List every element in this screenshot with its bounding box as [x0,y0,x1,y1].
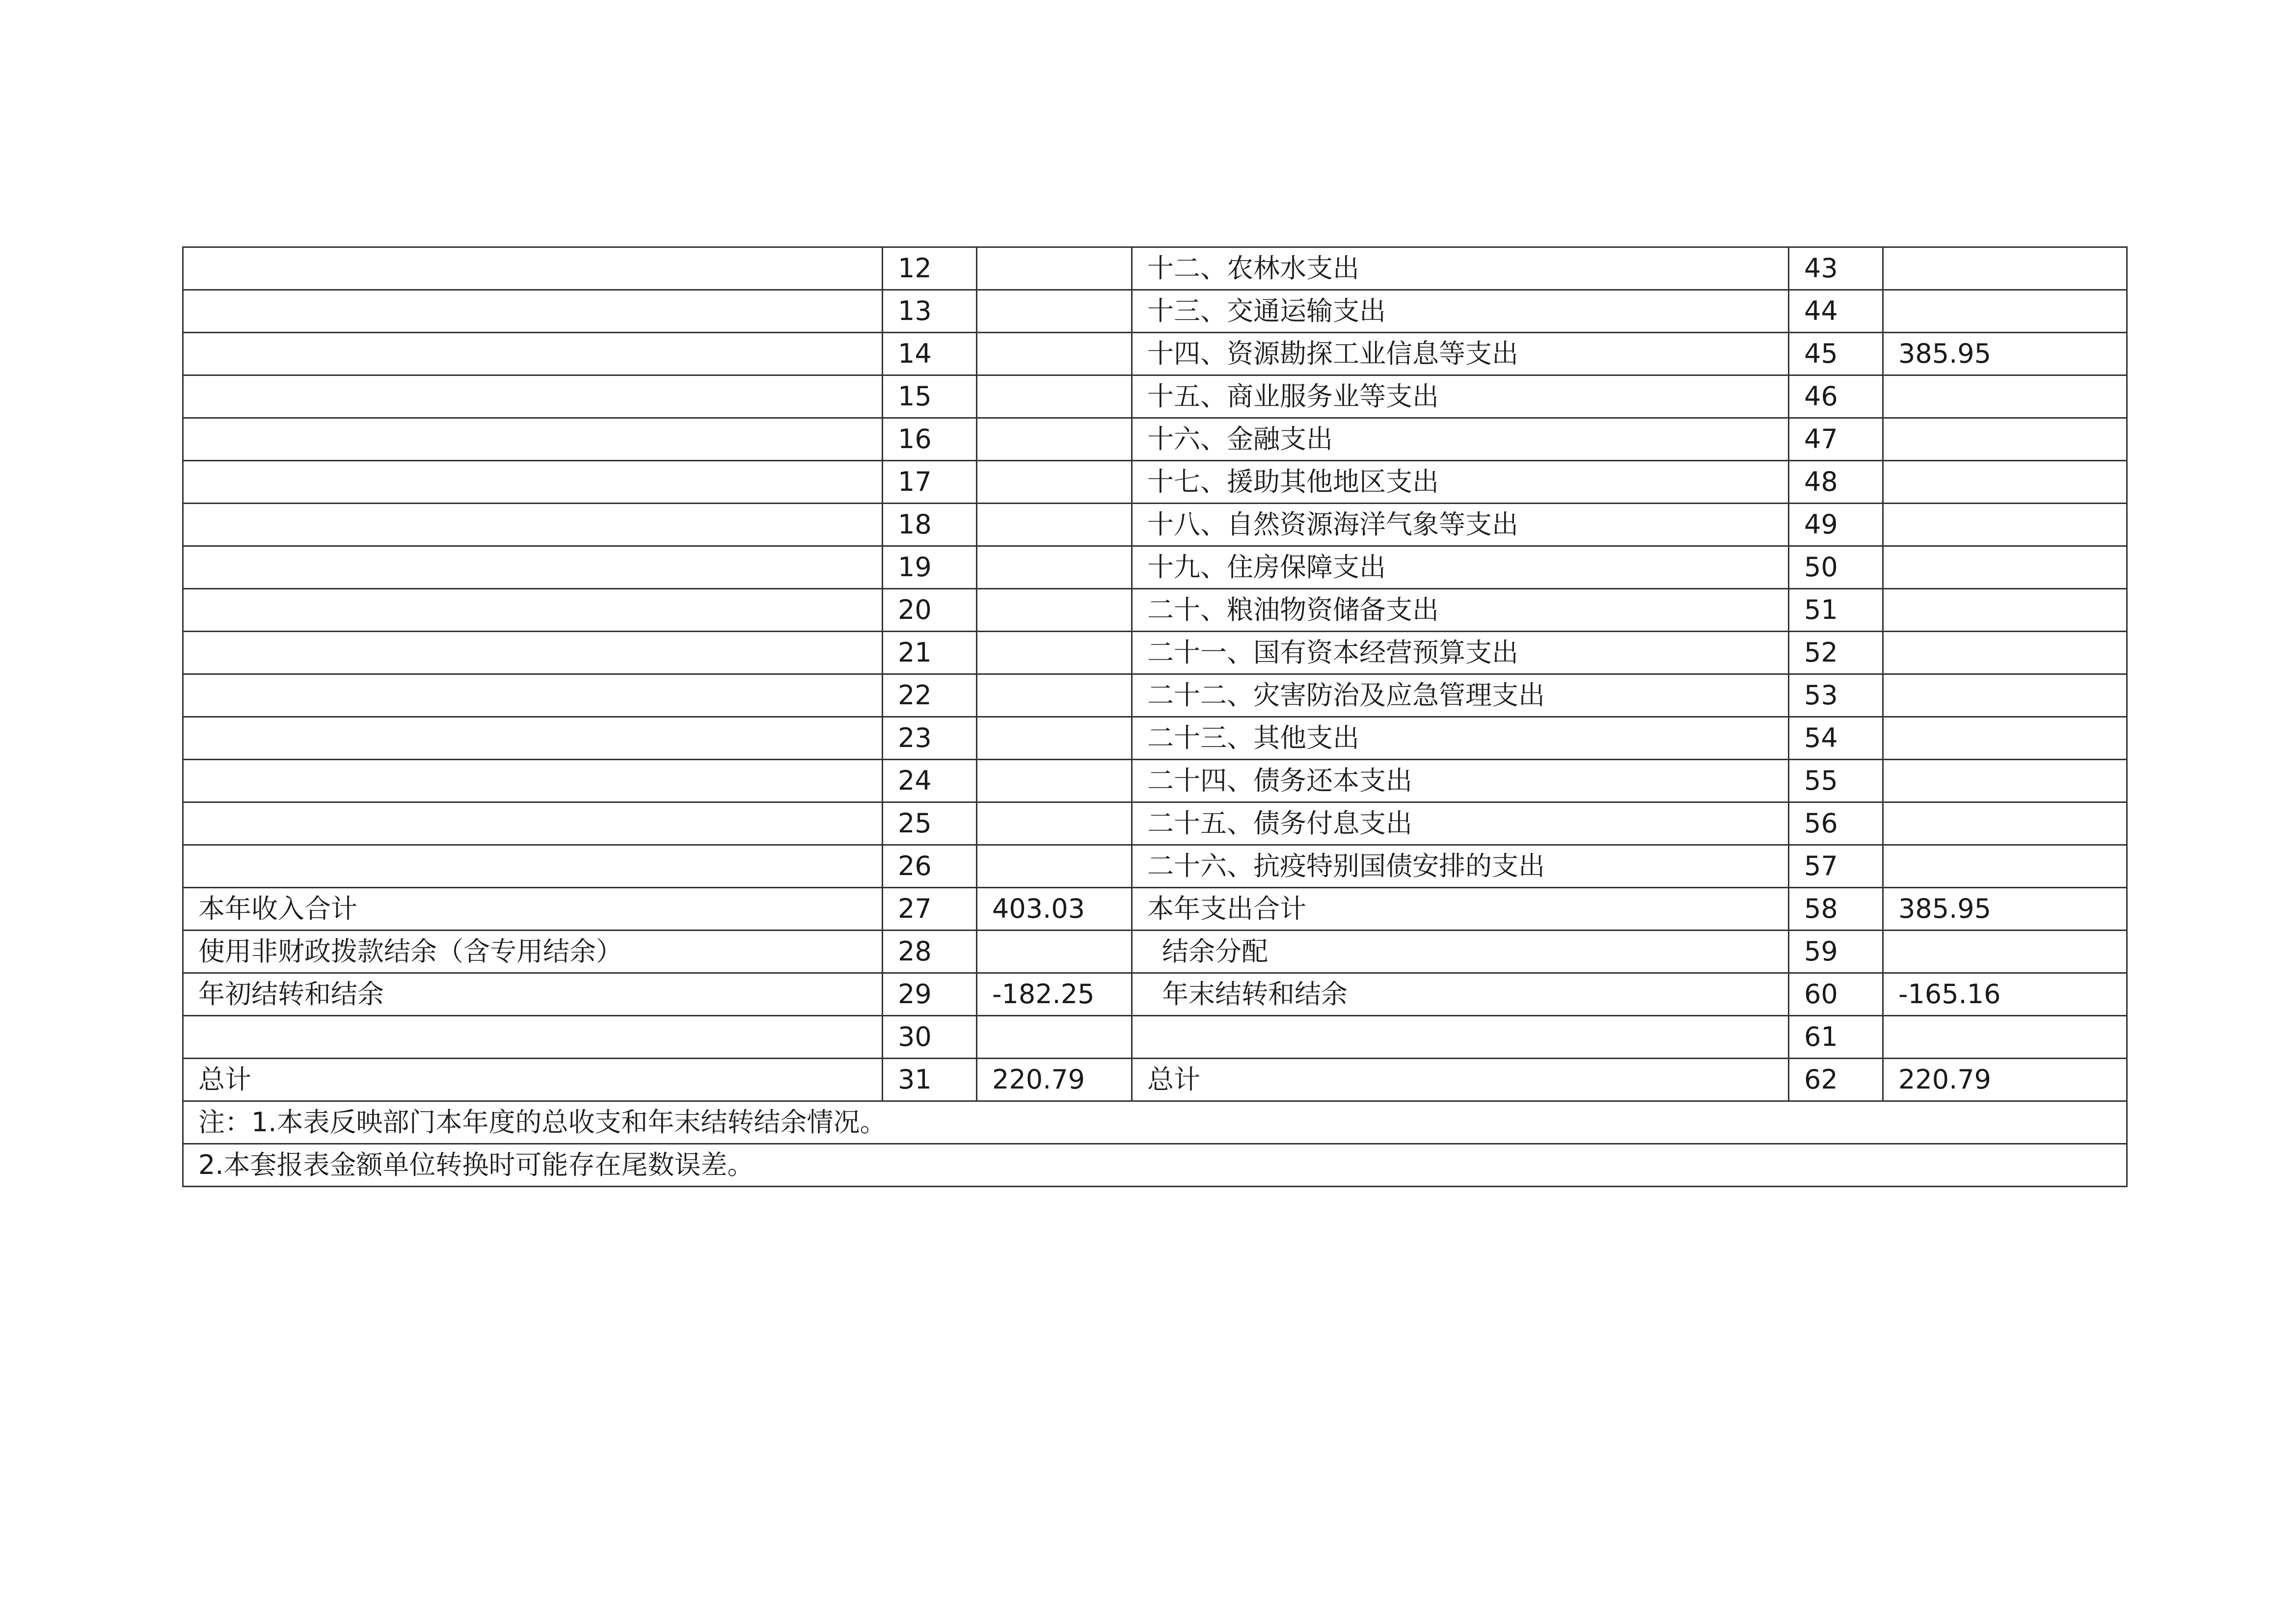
table-row [183,375,2127,418]
income-amount-cell [977,290,1132,333]
table-row [183,1059,2127,1101]
grand-total-income: 220.79 [977,1059,1132,1101]
income-line-number: 15 [883,375,977,418]
table-row [183,717,2127,760]
income-amount-cell [977,589,1132,632]
table-row [183,290,2127,333]
income-item-cell [183,461,883,504]
income-line-number: 27 [883,888,977,931]
expense-item-cell: 二十四、债务还本支出 [1132,760,1789,802]
expense-line-number: 61 [1789,1016,1883,1059]
table-row [183,504,2127,546]
expense-item-cell: 十八、自然资源海洋气象等支出 [1132,504,1789,546]
income-amount-cell [977,546,1132,589]
table-row [183,1016,2127,1059]
expense-item-cell: 十四、资源勘探工业信息等支出 [1132,333,1789,375]
income-amount-cell [977,375,1132,418]
expense-amount-cell [1883,247,2127,290]
expense-total-label: 本年支出合计 [1132,888,1789,931]
expense-line-number: 47 [1789,418,1883,461]
income-line-number: 30 [883,1016,977,1059]
expense-total-amount: 385.95 [1883,888,2127,931]
expense-amount-cell [1883,418,2127,461]
table-row [183,247,2127,290]
income-total-label: 本年收入合计 [183,888,883,931]
expense-amount-cell: 385.95 [1883,333,2127,375]
expense-line-number: 57 [1789,845,1883,888]
expense-amount-cell [1883,845,2127,888]
table-row [183,760,2127,802]
income-line-number: 29 [883,973,977,1016]
note-text: 注：1.本表反映部门本年度的总收支和年末结转结余情况。 [183,1101,2127,1144]
income-line-number: 25 [883,802,977,845]
expense-amount-cell [1883,375,2127,418]
expense-amount-cell [1883,546,2127,589]
expense-line-number: 48 [1789,461,1883,504]
income-amount-cell [977,247,1132,290]
expense-line-number: 55 [1789,760,1883,802]
income-line-number: 21 [883,632,977,674]
expense-line-number: 51 [1789,589,1883,632]
income-amount-cell [977,333,1132,375]
expense-line-number: 44 [1789,290,1883,333]
income-item-cell [183,632,883,674]
income-item-cell [183,247,883,290]
table-row [183,333,2127,375]
income-line-number: 18 [883,504,977,546]
expense-item-cell [1132,1016,1789,1059]
income-line-number: 19 [883,546,977,589]
expense-line-number: 53 [1789,674,1883,717]
expense-line-number: 52 [1789,632,1883,674]
expense-amount-cell [1883,802,2127,845]
expense-line-number: 62 [1789,1059,1883,1101]
expense-item-cell: 十五、商业服务业等支出 [1132,375,1789,418]
income-line-number: 20 [883,589,977,632]
income-amount-cell [977,418,1132,461]
note-text: 2.本套报表金额单位转换时可能存在尾数误差。 [183,1144,2127,1187]
income-amount-cell [977,632,1132,674]
table-row [183,802,2127,845]
expense-amount-cell [1883,504,2127,546]
income-line-number: 23 [883,717,977,760]
expense-amount-cell [1883,760,2127,802]
expense-amount-cell [1883,717,2127,760]
income-item-cell [183,760,883,802]
income-line-number: 12 [883,247,977,290]
income-item-cell [183,504,883,546]
table-row [183,845,2127,888]
grand-total-label: 总计 [183,1059,883,1101]
expense-line-number: 45 [1789,333,1883,375]
expense-line-number: 46 [1789,375,1883,418]
income-item-cell: 年初结转和结余 [183,973,883,1016]
expense-item-cell: 二十二、灾害防治及应急管理支出 [1132,674,1789,717]
income-amount-cell [977,760,1132,802]
income-item-cell [183,546,883,589]
expense-amount-cell [1883,290,2127,333]
income-item-cell [183,290,883,333]
expense-item-cell: 结余分配 [1132,931,1789,973]
grand-total-label: 总计 [1132,1059,1789,1101]
income-amount-cell [977,1016,1132,1059]
expense-line-number: 43 [1789,247,1883,290]
income-item-cell [183,333,883,375]
expense-amount-cell: -165.16 [1883,973,2127,1016]
income-amount-cell [977,504,1132,546]
expense-item-cell: 十七、援助其他地区支出 [1132,461,1789,504]
table-row [183,632,2127,674]
note-row [183,1101,2127,1144]
income-amount-cell: -182.25 [977,973,1132,1016]
expense-item-cell: 二十五、债务付息支出 [1132,802,1789,845]
expense-line-number: 58 [1789,888,1883,931]
grand-total-expense: 220.79 [1883,1059,2127,1101]
expense-amount-cell [1883,461,2127,504]
expense-amount-cell [1883,589,2127,632]
expense-amount-cell [1883,931,2127,973]
expense-item-cell: 二十一、国有资本经营预算支出 [1132,632,1789,674]
income-item-cell [183,1016,883,1059]
income-total-amount: 403.03 [977,888,1132,931]
budget-summary-table [182,246,2128,1187]
note-row [183,1144,2127,1187]
income-line-number: 22 [883,674,977,717]
expense-line-number: 49 [1789,504,1883,546]
income-amount-cell [977,845,1132,888]
expense-item-cell: 二十六、抗疫特别国债安排的支出 [1132,845,1789,888]
table-row [183,888,2127,931]
income-item-cell: 使用非财政拨款结余（含专用结余） [183,931,883,973]
income-item-cell [183,589,883,632]
table-row [183,589,2127,632]
expense-item-cell: 二十、粮油物资储备支出 [1132,589,1789,632]
income-line-number: 17 [883,461,977,504]
income-line-number: 28 [883,931,977,973]
expense-item-cell: 二十三、其他支出 [1132,717,1789,760]
table-row [183,674,2127,717]
expense-amount-cell [1883,632,2127,674]
income-line-number: 31 [883,1059,977,1101]
income-line-number: 13 [883,290,977,333]
income-line-number: 16 [883,418,977,461]
expense-line-number: 50 [1789,546,1883,589]
table-row [183,418,2127,461]
income-amount-cell [977,717,1132,760]
income-item-cell [183,674,883,717]
table-row [183,461,2127,504]
income-line-number: 26 [883,845,977,888]
income-amount-cell [977,931,1132,973]
expense-item-cell: 年末结转和结余 [1132,973,1789,1016]
income-amount-cell [977,802,1132,845]
expense-amount-cell [1883,1016,2127,1059]
expense-line-number: 56 [1789,802,1883,845]
expense-item-cell: 十二、农林水支出 [1132,247,1789,290]
table-row [183,546,2127,589]
income-item-cell [183,375,883,418]
income-line-number: 24 [883,760,977,802]
table-row [183,973,2127,1016]
expense-amount-cell [1883,674,2127,717]
income-line-number: 14 [883,333,977,375]
income-item-cell [183,845,883,888]
expense-item-cell: 十九、住房保障支出 [1132,546,1789,589]
income-item-cell [183,717,883,760]
table-row [183,931,2127,973]
expense-item-cell: 十六、金融支出 [1132,418,1789,461]
income-amount-cell [977,674,1132,717]
income-item-cell [183,802,883,845]
expense-line-number: 59 [1789,931,1883,973]
expense-line-number: 54 [1789,717,1883,760]
income-item-cell [183,418,883,461]
expense-item-cell: 十三、交通运输支出 [1132,290,1789,333]
income-amount-cell [977,461,1132,504]
expense-line-number: 60 [1789,973,1883,1016]
